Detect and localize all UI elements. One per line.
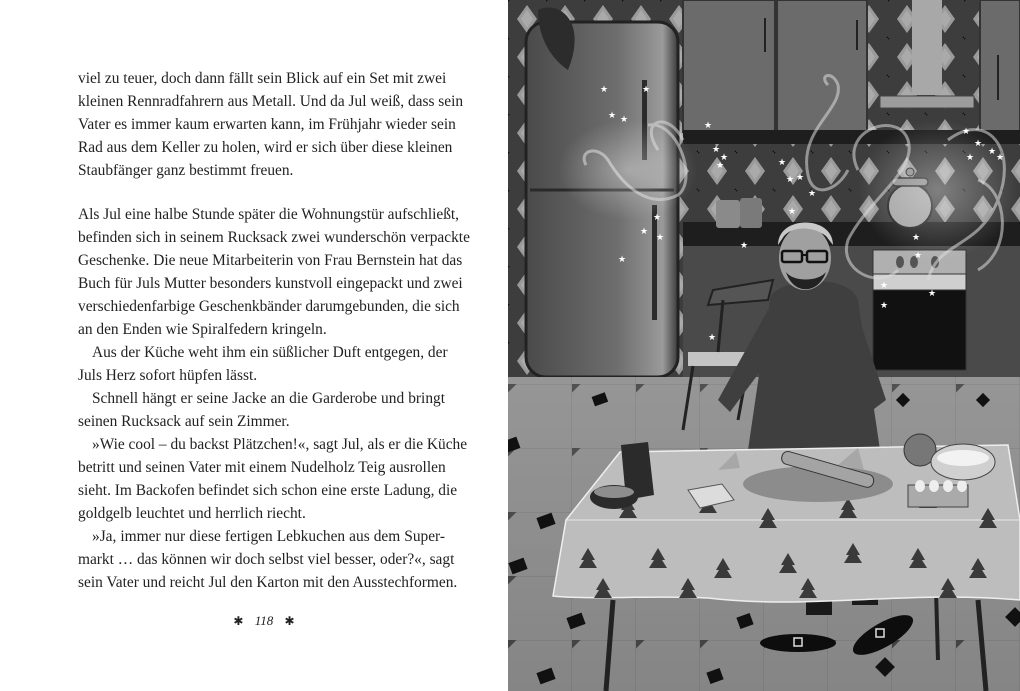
page-number-value: 118 (254, 613, 274, 628)
svg-text:★: ★ (914, 251, 923, 261)
text-line: befinden sich in seinem Rucksack zwei wunderschön verpackte (78, 229, 470, 246)
svg-text:★: ★ (640, 227, 649, 237)
text-line: Schnell hängt er seine Jacke an die Garderobe und bringt (92, 390, 445, 407)
text-line: markt … das können wir doch selbst viel besser, oder?«, sagt (78, 551, 455, 568)
svg-text:★: ★ (708, 333, 717, 343)
svg-text:★: ★ (740, 241, 749, 251)
kitchen-illustration (508, 0, 1020, 691)
svg-text:★: ★ (786, 175, 795, 185)
text-line: Als Jul eine halbe Stunde später die Wohnungstür aufschließt, (78, 206, 460, 223)
svg-text:★: ★ (716, 161, 725, 171)
text-line: Buch für Juls Mutter besonders kunstvoll eingepackt und zwei (78, 275, 463, 292)
svg-text:★: ★ (720, 153, 729, 163)
svg-text:★: ★ (796, 173, 805, 183)
text-line: viel zu teuer, doch dann fällt sein Blick auf ein Set mit zwei (78, 70, 447, 87)
left-shoe (760, 634, 836, 652)
svg-text:★: ★ (974, 139, 983, 149)
svg-text:★: ★ (880, 301, 889, 311)
text-line: goldgelb leuchtet und herrlich riecht. (78, 505, 306, 522)
paragraph (78, 341, 448, 387)
asterisk-ornament-icon: ✱ (284, 614, 295, 628)
svg-text:★: ★ (928, 289, 937, 299)
paragraph (78, 525, 458, 594)
text-line: Rad aus dem Keller zu holen, wird er sich über diese kleinen (78, 139, 453, 156)
svg-text:★: ★ (880, 281, 889, 291)
svg-text:★: ★ (966, 153, 975, 163)
page-number (0, 613, 508, 629)
svg-text:★: ★ (608, 111, 617, 121)
paragraph-gap (78, 182, 445, 203)
paragraph (78, 203, 470, 341)
svg-text:★: ★ (808, 189, 817, 199)
asterisk-ornament-icon: ✱ (233, 614, 244, 628)
text-line: »Ja, immer nur diese fertigen Lebkuchen aus dem Super- (92, 528, 445, 545)
svg-text:★: ★ (962, 127, 971, 137)
text-line: Geschenke. Die neue Mitarbeiterin von Frau Bernstein hat das (78, 252, 463, 269)
text-line: »Wie cool – du backst Plätzchen!«, sagt Jul, als er die Küche (92, 436, 468, 453)
svg-text:★: ★ (642, 85, 651, 95)
text-line: kleinen Rennradfahrern aus Metall. Und da Jul weiß, dass sein (78, 93, 464, 110)
right-page-illustration (508, 0, 1020, 691)
text-line: Vater es immer kaum erwarten kann, im Frühjahr wieder sein (78, 116, 456, 133)
text-line: seinen Rucksack auf sein Zimmer. (78, 413, 290, 430)
svg-text:★: ★ (620, 115, 629, 125)
svg-text:★: ★ (996, 153, 1005, 163)
left-page (0, 0, 508, 691)
svg-text:★: ★ (778, 158, 787, 168)
text-line: sieht. Im Backofen befindet sich schon eine erste Ladung, die (78, 482, 458, 499)
svg-text:★: ★ (618, 255, 627, 265)
text-line: Aus der Küche weht ihm ein süßlicher Duft entgegen, der (92, 344, 448, 361)
text-line: betritt und seinen Vater mit einem Nudelholz Teig ausrollen (78, 459, 446, 476)
text-line: sein Vater und reicht Jul den Karton mit den Ausstechformen. (78, 574, 458, 591)
svg-text:★: ★ (988, 147, 997, 157)
paragraph (78, 387, 445, 433)
body-text (78, 67, 470, 594)
svg-text:★: ★ (788, 207, 797, 217)
text-line: Staubfänger ganz bestimmt freuen. (78, 162, 294, 179)
text-line: Juls Herz sofort hüpfen lässt. (78, 367, 258, 384)
svg-text:★: ★ (656, 233, 665, 243)
text-line: an den Enden wie Spiralfedern kringeln. (78, 321, 327, 338)
svg-text:★: ★ (704, 121, 713, 131)
svg-text:★: ★ (600, 85, 609, 95)
svg-text:★: ★ (912, 233, 921, 243)
paragraph (78, 433, 468, 525)
svg-text:★: ★ (653, 213, 662, 223)
paragraph (78, 67, 464, 182)
svg-text:★: ★ (712, 145, 721, 155)
canisters (716, 198, 762, 228)
text-line: verschiedenfarbige Geschenkbänder darumgebunden, die sich (78, 298, 460, 315)
